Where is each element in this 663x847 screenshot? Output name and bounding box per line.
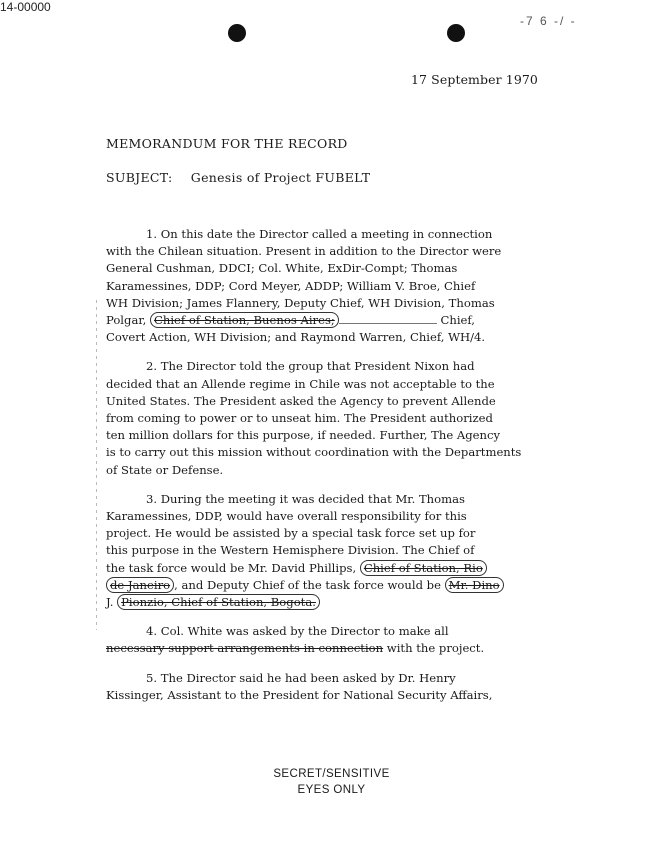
paragraph-line: 5. The Director said he had been asked by Dr. Henry bbox=[146, 670, 456, 685]
paragraph-line bbox=[106, 577, 606, 594]
margin-rule bbox=[96, 300, 97, 630]
paragraph-line: United States. The President asked the Agency to prevent Allende bbox=[106, 393, 496, 408]
redaction-blank bbox=[339, 313, 437, 324]
paragraph-line: Karamessines, DDP, would have overall responsibility for this bbox=[106, 509, 467, 524]
paragraph-1 bbox=[106, 226, 606, 346]
handwritten-mark: -7 6 -/ - bbox=[520, 14, 577, 28]
memo-title: MEMORANDUM FOR THE RECORD bbox=[106, 136, 348, 151]
subject-label: SUBJECT: bbox=[106, 170, 173, 185]
paragraph-line: WH Division; James Flannery, Deputy Chief, WH Division, Thomas bbox=[106, 295, 495, 310]
struck-text: Chief of Station, Buenos Aires; bbox=[150, 312, 339, 328]
paragraph-line: project. He would be assisted by a special task force set up for bbox=[106, 526, 476, 541]
paragraph-line bbox=[106, 594, 606, 611]
handling-caveat: EYES ONLY bbox=[297, 784, 366, 796]
paragraph-line: Karamessines, DDP; Cord Meyer, ADDP; William V. Broe, Chief bbox=[106, 278, 476, 293]
paragraph-line: ten million dollars for this purpose, if needed. Further, The Agency bbox=[106, 428, 501, 443]
paragraph-line: is to carry out this mission without coordination with the Departments bbox=[106, 445, 522, 460]
paragraph-line: 1. On this date the Director called a meeting in connection bbox=[146, 227, 493, 241]
paragraph-line: this purpose in the Western Hemisphere Division. The Chief of bbox=[106, 543, 475, 558]
struck-text: Chief of Station, Rio bbox=[360, 560, 487, 576]
struck-text: Mr. Dino bbox=[445, 577, 504, 593]
subject-line bbox=[106, 170, 370, 185]
paragraph-line: of State or Defense. bbox=[106, 462, 224, 477]
text-segment: Chief, bbox=[440, 313, 475, 328]
text-segment: , and Deputy Chief of the task force would be bbox=[174, 577, 445, 592]
paragraph-line bbox=[106, 640, 606, 657]
struck-text: de Janeiro bbox=[106, 577, 174, 593]
paragraph-2 bbox=[106, 358, 606, 478]
paragraph-line: from coming to power or to unseat him. The President authorized bbox=[106, 411, 493, 426]
subject-text: Genesis of Project FUBELT bbox=[190, 170, 371, 185]
paragraph-line: Covert Action, WH Division; and Raymond Warren, Chief, WH/4. bbox=[106, 330, 486, 345]
document-id: 14-00000 bbox=[0, 0, 51, 14]
text-segment: J. bbox=[106, 595, 118, 610]
classification-marking: SECRET/SENSITIVE bbox=[273, 768, 390, 780]
paragraph-line bbox=[106, 312, 606, 329]
paragraph-line: with the Chilean situation. Present in addition to the Director were bbox=[106, 244, 502, 259]
memo-date: 17 September 1970 bbox=[411, 72, 538, 87]
paragraph-line bbox=[106, 560, 606, 577]
paragraph-line: Kissinger, Assistant to the President for National Security Affairs, bbox=[106, 687, 493, 702]
paragraph-line: decided that an Allende regime in Chile was not acceptable to the bbox=[106, 376, 495, 391]
text-segment: with the project. bbox=[383, 641, 485, 656]
paragraph-5 bbox=[106, 670, 606, 704]
punch-hole-icon bbox=[447, 24, 465, 42]
paragraph-line: 2. The Director told the group that President Nixon had bbox=[146, 359, 475, 374]
paragraph-line: 3. During the meeting it was decided that Mr. Thomas bbox=[146, 491, 465, 506]
paragraph-4 bbox=[106, 623, 606, 657]
memo-body bbox=[106, 226, 606, 716]
punch-hole-icon bbox=[228, 24, 246, 42]
paragraph-3 bbox=[106, 491, 606, 611]
text-segment: the task force would be Mr. David Phillips, bbox=[106, 560, 360, 575]
text-segment: Polgar, bbox=[106, 313, 150, 328]
struck-text: Pionzio, Chief of Station, Bogota. bbox=[117, 594, 320, 610]
struck-text: necessary support arrangements in connection bbox=[106, 641, 384, 656]
paragraph-line: General Cushman, DDCI; Col. White, ExDir-Compt; Thomas bbox=[106, 261, 458, 276]
paragraph-line: 4. Col. White was asked by the Director to make all bbox=[146, 624, 449, 639]
